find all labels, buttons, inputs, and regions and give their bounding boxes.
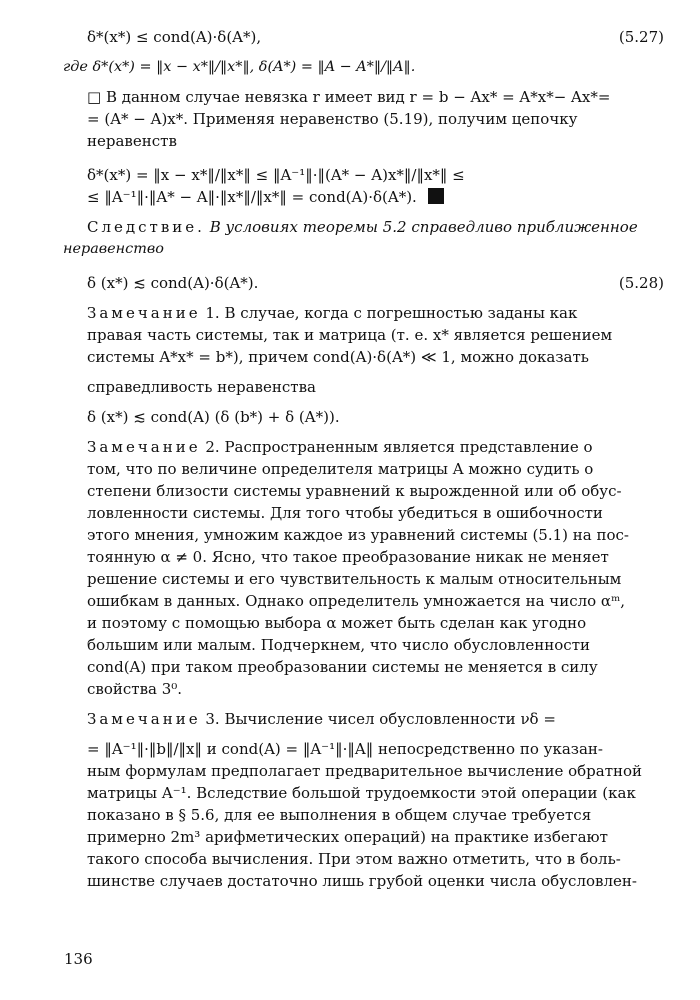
paragraph-line: неравенств [87,132,177,150]
paragraph-line: том, что по величине определителя матрицы A можно судить о [87,460,594,478]
paragraph-line: показано в § 5.6, для ее выполнения в общем случае требуется [87,806,592,824]
equation-number: (5.27) [618,28,664,46]
paragraph-line: ным формулам предполагает предварительное вычисление обратной [87,762,643,780]
remark-text: 1. В случае, когда с погрешностью заданы как [205,304,578,322]
remark-2 [87,436,664,700]
remark-heading: Замечание [87,710,201,728]
paragraph-line: тоянную α ≠ 0. Ясно, что такое преобразование никак не меняет [87,548,609,566]
corollary-text: В условиях теоремы 5.2 справедливо приближенное [209,218,638,236]
remark-heading: Замечание [87,438,201,456]
paragraph-line-text: = (A* − A)x*. Применяя неравенство (5.19), получим цепочку [87,110,578,128]
formula-text: δ*(x*) ≤ cond(A)·δ(A*), [87,28,262,46]
paragraph-line: неравенство [63,241,164,257]
formula-5-27 [87,26,664,48]
corollary-heading: Следствие. [87,218,205,236]
remark-3 [87,708,664,892]
paragraph-line [87,708,664,730]
paragraph-line: решение системы и его чувствительность к малым относительным [87,570,622,588]
paragraph-line: = ‖A⁻¹‖·‖b‖/‖x‖ и cond(A) = ‖A⁻¹‖·‖A‖ непосредственно по указан- [87,740,603,758]
definition-line: где δ*(x*) = ‖x − x*‖/‖x*‖, δ(A*) = ‖A − A*‖/‖A‖. [63,59,416,75]
remark-text: 2. Распространенным является представление о [205,438,593,456]
remark-1 [87,302,664,398]
paragraph-line: степени близости системы уравнений к вырожденной или об обус- [87,482,622,500]
paragraph-line: ошибкам в данных. Однако определитель умножается на число αᵐ, [87,592,626,610]
formula-remark-1: δ (x*) ≲ cond(A) (δ (b*) + δ (A*)). [87,408,340,426]
paragraph-line [87,108,664,130]
paragraph-line: шинстве случаев достаточно лишь грубой оценки числа обусловлен- [87,872,637,890]
paragraph-line: примерно 2m³ арифметических операций) на практике избегают [87,828,608,846]
proof-formula-2 [87,186,664,208]
remark-text: 3. Вычисление чисел обусловленности νδ = [205,710,556,728]
paragraph-line-text: □ В данном случае невязка r имеет вид r = b − Ax* = A*x*− Ax*= [87,88,611,106]
proof-formula-1: δ*(x*) = ‖x − x*‖/‖x*‖ ≤ ‖A⁻¹‖·‖(A* − A)x*‖/‖x*‖ ≤ [87,166,465,184]
page-body [63,26,664,892]
paragraph-line: этого мнения, умножим каждое из уравнений системы (5.1) на пос- [87,526,629,544]
formula-text: δ (x*) ≲ cond(A)·δ(A*). [87,274,259,292]
formula-5-28 [87,272,664,294]
formula-text: ≤ ‖A⁻¹‖·‖A* − A‖·‖x*‖/‖x*‖ = cond(A)·δ(A*). [87,188,417,206]
paragraph-line: свойства 3⁰. [87,680,183,698]
equation-number: (5.28) [618,274,664,292]
qed-square-icon [428,188,444,204]
corollary [63,216,664,260]
paragraph-line [87,302,664,324]
paragraph-line: правая часть системы, так и матрица (т. е. x* является решением [87,326,613,344]
paragraph-line [87,216,664,238]
paragraph-line: такого способа вычисления. При этом важно отметить, что в боль- [87,850,621,868]
paragraph-line [87,86,664,108]
paragraph-line: и поэтому с помощью выбора α может быть сделан как угодно [87,614,587,632]
proof-paragraph [87,86,664,152]
paragraph-line: справедливость неравенства [87,378,316,396]
paragraph-line: большим или малым. Подчеркнем, что число обусловленности [87,636,590,654]
paragraph-line: матрицы A⁻¹. Вследствие большой трудоемкости этой операции (как [87,784,636,802]
paragraph-line: cond(A) при таком преобразовании системы не меняется в силу [87,658,598,676]
paragraph-line: системы A*x* = b*), причем cond(A)·δ(A*) ≪ 1, можно доказать [87,348,589,366]
page-number: 136 [64,950,93,968]
paragraph-line: ловленности системы. Для того чтобы убедиться в ошибочности [87,504,603,522]
paragraph-line [87,436,664,458]
remark-heading: Замечание [87,304,201,322]
